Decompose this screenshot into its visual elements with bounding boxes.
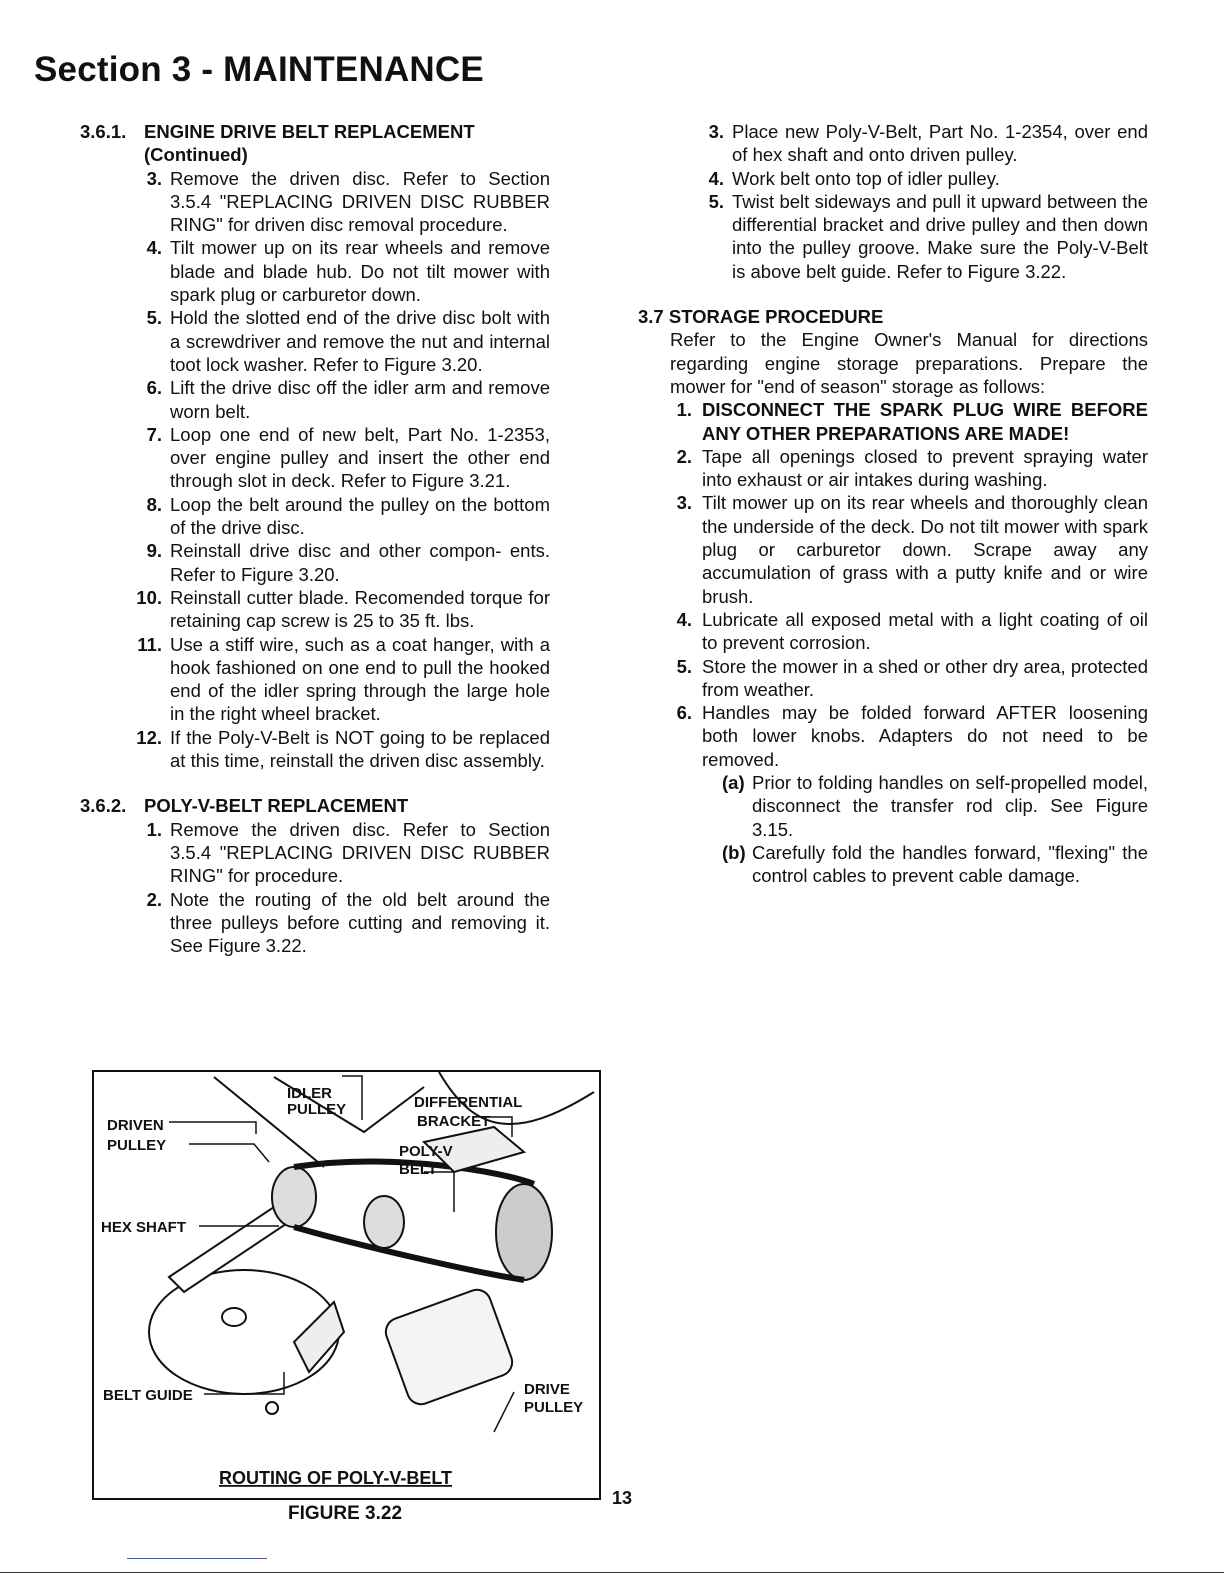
label-poly-v: POLY-V <box>399 1143 453 1160</box>
section-number: 3.6.2. <box>80 795 127 817</box>
list-item-text: Store the mower in a shed or other dry area, protected from weather. <box>702 655 1148 700</box>
list-item-text: Reinstall cutter blade. Recomended torque for retaining cap screw is 25 to 35 ft. lbs. <box>170 586 550 632</box>
section-37-intro: Refer to the Engine Owner's Manual for directions regarding engine storage preparations. Prepare the mower for "end of season" storage as follows: <box>670 329 1148 397</box>
list-item-text: Remove the driven disc. Refer to Section 3.5.4 "REPLACING DRIVEN DISC RUBBER RING" for procedure. <box>170 818 550 887</box>
list-item <box>126 423 550 493</box>
figure-caption: FIGURE 3.22 <box>288 1503 403 1524</box>
list-item <box>126 633 550 726</box>
list-item-text: Place new Poly-V-Belt, Part No. 1-2354, over end of hex shaft and onto driven pulley. <box>732 121 1148 166</box>
list-item-text: Tilt mower up on its rear wheels and remove blade and blade hub. Do not tilt mower with spark plug or carburetor down. <box>170 237 550 306</box>
list-item <box>722 841 1148 888</box>
label-idler: IDLER <box>287 1085 332 1102</box>
section-number: 3.6.1. <box>80 121 127 142</box>
list-item-text: DISCONNECT THE SPARK PLUG WIRE BEFORE ANY OTHER PREPARATIONS ARE MADE! <box>702 399 1148 444</box>
list-item <box>666 608 1148 655</box>
label-driven-pulley: PULLEY <box>107 1137 167 1154</box>
list-item-text: Loop the belt around the pulley on the bottom of the drive disc. <box>170 493 550 539</box>
list-item-text: Loop one end of new belt, Part No. 1-2353, over engine pulley and insert the other end through slot in deck. Refer to Figure 3.21. <box>170 423 550 492</box>
section-362-heading <box>80 794 550 817</box>
gearbox-shape <box>382 1286 516 1408</box>
poly-v-belt-leader <box>424 1172 454 1212</box>
list-item <box>666 491 1148 607</box>
left-column <box>80 120 550 957</box>
belt-routing-illustration <box>94 1072 599 1498</box>
label-idler-pulley: PULLEY <box>287 1101 347 1118</box>
section-title: POLY-V-BELT REPLACEMENT <box>144 795 409 817</box>
section-title: ENGINE DRIVE BELT REPLACEMENT <box>144 121 475 142</box>
list-item <box>126 493 550 540</box>
list-item-text: Prior to folding handles on self-propelled model, disconnect the transfer rod clip. See Figure 3.15. <box>752 772 1148 840</box>
list-item-number: 12. <box>136 726 162 748</box>
list-item <box>722 771 1148 841</box>
section-37-heading: 3.7 STORAGE PROCEDURE <box>638 306 884 328</box>
page-number: 13 <box>612 1488 633 1508</box>
list-item-number: 8. <box>146 493 162 515</box>
drive-pulley-leader <box>494 1392 514 1432</box>
list-item-text: Use a stiff wire, such as a coat hanger, with a hook fashioned on one end to pull the hooked end of the idler spring through the large hole in the right wheel bracket. <box>170 633 550 725</box>
list-item <box>126 539 550 586</box>
list-item-text: Hold the slotted end of the drive disc bolt with a screwdriver and remove the nut and internal toot lock washer. Refer to Figure 3.20. <box>170 307 550 375</box>
list-item <box>126 167 550 237</box>
list-item-text: If the Poly-V-Belt is NOT going to be replaced at this time, reinstall the driven disc assembly. <box>170 726 550 772</box>
page-title: Section 3 - MAINTENANCE <box>34 50 484 89</box>
list-item-number: 3. <box>676 492 692 514</box>
list-item <box>126 586 550 633</box>
list-item-number: 4. <box>676 608 692 630</box>
list-item-number: 6. <box>676 702 692 724</box>
list-item <box>666 701 1148 771</box>
list-item-number: 6. <box>146 377 162 399</box>
list-item-number: (b) <box>722 841 746 863</box>
idler-pulley-shape <box>364 1196 404 1248</box>
label-hex-shaft: HEX SHAFT <box>101 1219 187 1236</box>
list-item <box>666 655 1148 702</box>
list-item <box>126 726 550 773</box>
right-column <box>638 120 1148 888</box>
list-item <box>698 190 1148 283</box>
list-item <box>698 120 1148 167</box>
label-driven: DRIVEN <box>107 1117 164 1134</box>
section-361-heading <box>80 120 550 143</box>
figure-title: ROUTING OF POLY-V-BELT <box>219 1468 453 1488</box>
section-continued: (Continued) <box>144 144 248 166</box>
list-item <box>126 236 550 306</box>
scan-edge-mark <box>127 1558 267 1559</box>
list-item-number: 3. <box>146 167 162 189</box>
list-item-text: Remove the driven disc. Refer to Section 3.5.4 "REPLACING DRIVEN DISC RUBBER RING" for driven disc removal procedure. <box>170 167 550 236</box>
list-item-text: Lubricate all exposed metal with a light coating of oil to prevent corrosion. <box>702 608 1148 654</box>
label-differential: DIFFERENTIAL <box>414 1094 523 1111</box>
list-item-number: 5. <box>708 190 724 212</box>
list-item-text: Twist belt sideways and pull it upward between the differential bracket and drive pulley and then down into the pulley groove. Make sure the Poly-V-Belt is above belt guide. Refer to Figure 3.22. <box>732 190 1148 282</box>
list-item-text: Work belt onto top of idler pulley. <box>732 167 1000 189</box>
bolt-shape <box>266 1402 278 1414</box>
list-item <box>666 445 1148 492</box>
list-item-number: 1. <box>676 399 692 421</box>
figure-3-22 <box>92 1070 601 1500</box>
list-item-text: Note the routing of the old belt around the three pulleys before cutting and removing it. See Figure 3.22. <box>170 888 550 957</box>
list-item-number: 2. <box>146 888 162 910</box>
belt-guide-shape <box>294 1302 344 1372</box>
list-item-text: Tape all openings closed to prevent spraying water into exhaust or air intakes during washing. <box>702 445 1148 491</box>
page-bottom-rule <box>0 1572 1224 1573</box>
list-item-text: Tilt mower up on its rear wheels and thoroughly clean the underside of the deck. Do not tilt mower with spark plug or carburetor down. Scrape away any accumulation of grass with a putty knife and or wire brush. <box>702 492 1148 607</box>
list-item-number: (a) <box>722 772 745 794</box>
disc-hole-shape <box>222 1308 246 1326</box>
driven-pulley-leader <box>169 1122 269 1162</box>
list-item <box>126 306 550 376</box>
list-item <box>666 398 1148 445</box>
section-37-steps <box>638 398 1148 887</box>
list-item-text: Handles may be folded forward AFTER loosening both lower knobs. Adapters do not need to be removed. <box>702 702 1148 770</box>
list-item-number: 4. <box>708 167 724 189</box>
label-drive: DRIVE <box>524 1381 570 1398</box>
list-item-text: Reinstall drive disc and other compon- ents. Refer to Figure 3.20. <box>170 540 550 585</box>
list-item-number: 5. <box>676 655 692 677</box>
label-belt-guide: BELT GUIDE <box>103 1387 193 1404</box>
list-item-text: Lift the drive disc off the idler arm and remove worn belt. <box>170 377 550 422</box>
list-item-number: 1. <box>146 818 162 840</box>
list-item-number: 4. <box>146 237 162 259</box>
list-item-number: 3. <box>708 121 724 142</box>
list-item <box>126 888 550 958</box>
label-belt: BELT <box>399 1161 438 1178</box>
section-362-steps <box>80 818 550 958</box>
list-item-number: 10. <box>136 586 162 608</box>
list-item-number: 2. <box>676 445 692 467</box>
driven-pulley-shape <box>272 1167 316 1227</box>
list-item <box>126 376 550 423</box>
drive-pulley-shape <box>496 1184 552 1280</box>
list-item <box>698 167 1148 190</box>
list-item-number: 7. <box>146 423 162 445</box>
list-item <box>126 818 550 888</box>
list-item-number: 9. <box>146 540 162 562</box>
section-361-steps <box>80 167 550 773</box>
list-item-number: 11. <box>137 633 162 655</box>
label-bracket: BRACKET <box>417 1113 491 1130</box>
label-drive-pulley: PULLEY <box>524 1399 584 1416</box>
list-item-number: 5. <box>146 307 162 329</box>
section-362-steps-continued <box>638 120 1148 283</box>
list-item-text: Carefully fold the handles forward, "flexing" the control cables to prevent cable damage. <box>752 841 1148 887</box>
